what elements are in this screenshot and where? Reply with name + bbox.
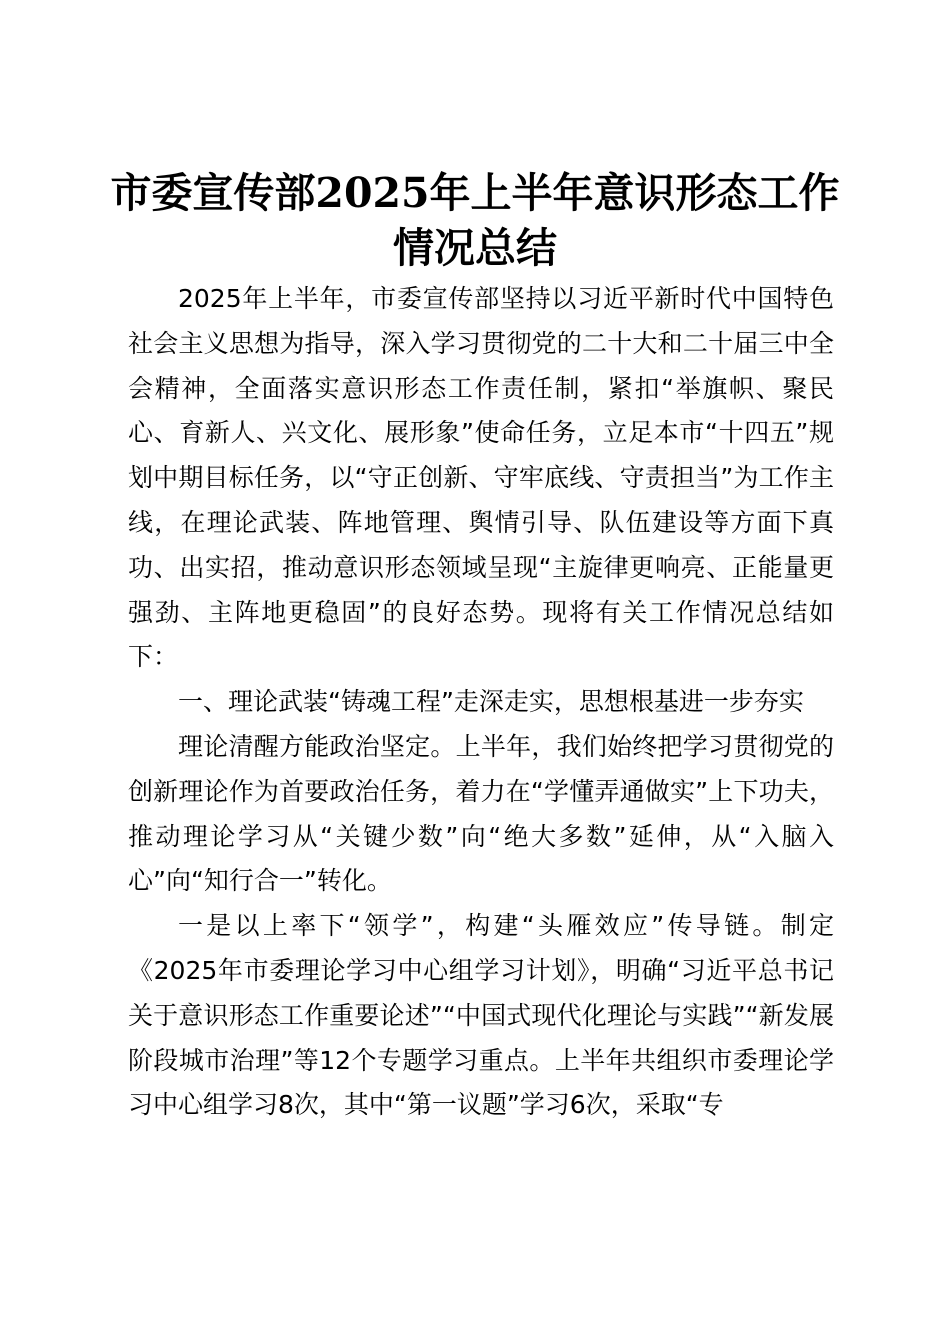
- document-body: [128, 277, 834, 1128]
- section-1-item-1-paragraph: 一是以上率下“领学”，构建“头雁效应”传导链。制定《2025年市委理论学习中心组学习计划》，明确“习近平总书记关于意识形态工作重要论述”“中国式现代化理论与实践”“新发展阶段城市治理”等12个专题学习重点。上半年共组织市委理论学习中心组学习8次，其中“第一议题”学习6次，采取“专: [128, 911, 834, 1120]
- document-title: 市委宣传部2025年上半年意识形态工作情况总结: [110, 169, 840, 272]
- section-1-paragraph: 理论清醒方能政治坚定。上半年，我们始终把学习贯彻党的创新理论作为首要政治任务，着力在“学懂弄通做实”上下功夫，推动理论学习从“关键少数”向“绝大多数”延伸，从“入脑入心”向“知行合一”转化。: [128, 731, 834, 896]
- section-heading-1: 一、理论武装“铸魂工程”走深走实，思想根基进一步夯实: [178, 687, 804, 717]
- intro-paragraph: 2025年上半年，市委宣传部坚持以习近平新时代中国特色社会主义思想为指导，深入学习贯彻党的二十大和二十届三中全会精神，全面落实意识形态工作责任制，紧扣“举旗帜、聚民心、育新人、兴文化、展形象”使命任务，立足本市“十四五”规划中期目标任务，以“守正创新、守牢底线、守责担当”为工作主线，在理论武装、阵地管理、舆情引导、队伍建设等方面下真功、出实招，推动意识形态领域呈现“主旋律更响亮、正能量更强劲、主阵地更稳固”的良好态势。现将有关工作情况总结如下：: [128, 284, 834, 672]
